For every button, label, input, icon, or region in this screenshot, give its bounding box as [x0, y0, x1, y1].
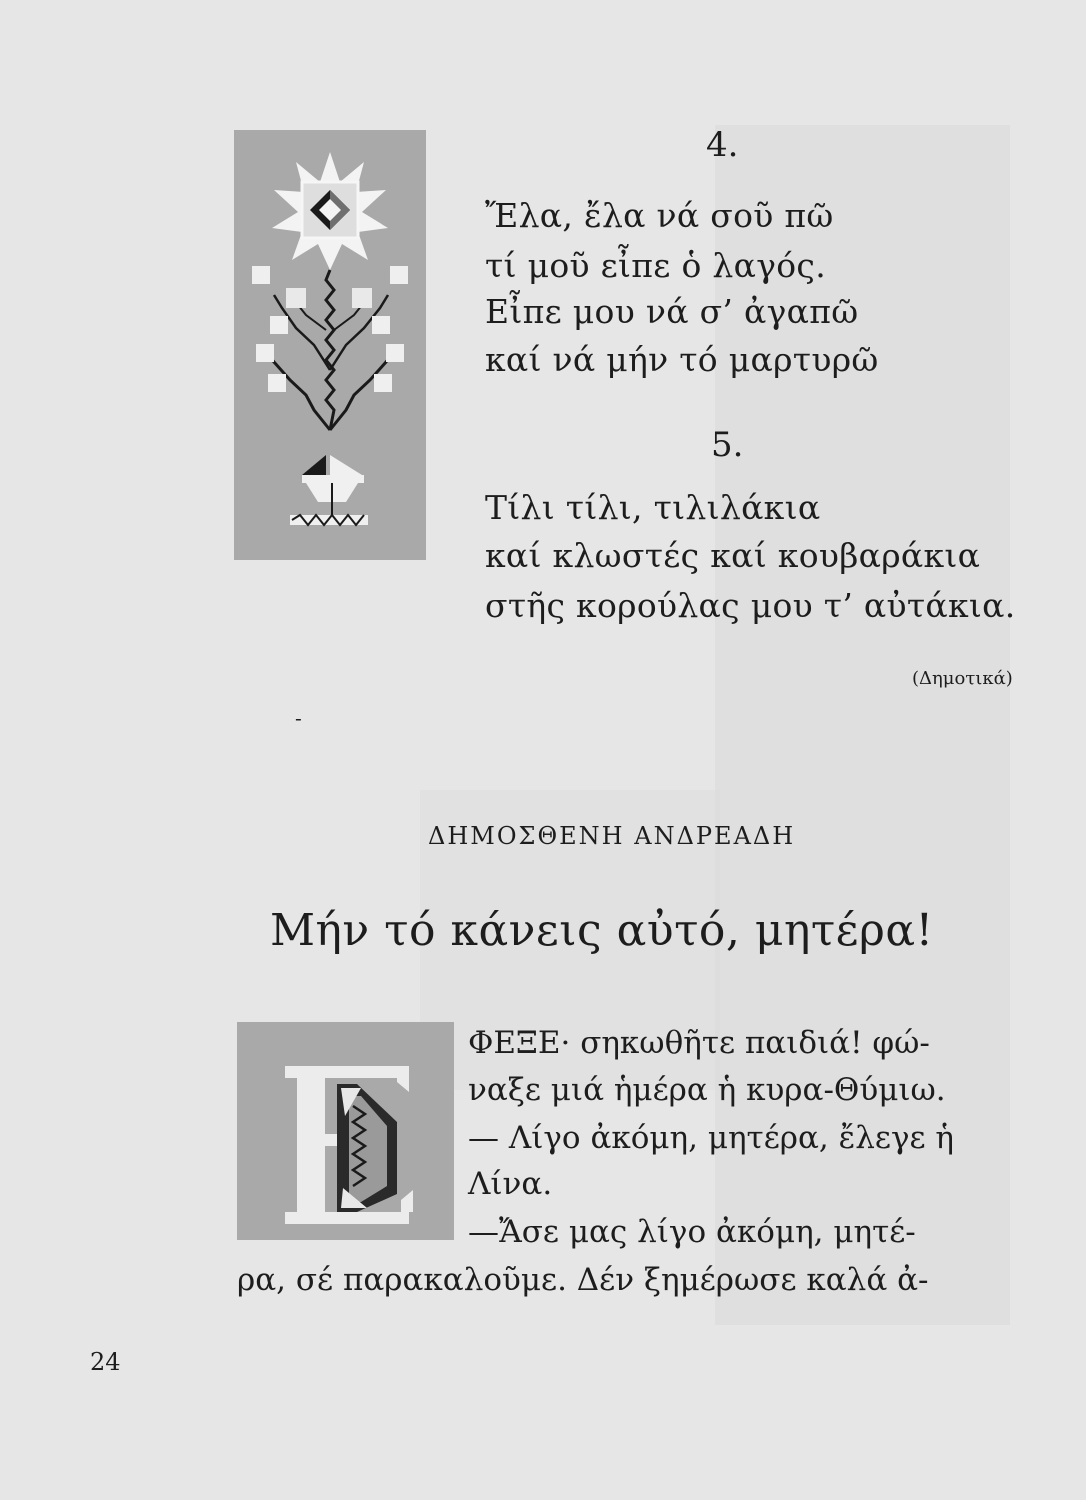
drop-cap-letter: Ε: [237, 1007, 249, 1026]
verse-line: στῆς κορούλας μου τ’ αὐτάκια.: [485, 586, 1016, 625]
verse-line: καί νά μήν τό μαρτυρῶ: [485, 340, 879, 379]
story-line: ΦΕΞΕ· σηκωθῆτε παιδιά! φώ-: [468, 1025, 930, 1061]
stanza-number: 5.: [711, 425, 744, 465]
drop-cap: [237, 1007, 454, 1240]
author-name: ΔΗΜΟΣΘΕΝΗ ΑΝΔΡΕΑΔΗ: [428, 822, 796, 850]
verse-line: Ἔλα, ἔλα νά σοῦ πῶ: [485, 196, 834, 235]
story-line: ναξε μιά ἡμέρα ἡ κυρα-Θύμιω.: [468, 1072, 946, 1108]
verse-line: τί μοῦ εἶπε ὁ λαγός.: [485, 246, 826, 285]
story-line: Λίνα.: [468, 1166, 553, 1202]
verse-line: Τίλι τίλι, τιλιλάκια: [485, 488, 821, 527]
stanza-number: 4.: [706, 125, 739, 165]
verse-line: Εἶπε μου νά σ’ ἀγαπῶ: [485, 292, 859, 331]
story-line: ρα, σέ παρακαλοῦμε. Δέν ξημέρωσε καλά ἀ-: [237, 1262, 929, 1298]
ornamental-letter-icon: [285, 1066, 413, 1224]
separator-mark: -: [295, 706, 302, 730]
page-number: 24: [90, 1348, 121, 1376]
story-title: Μήν τό κάνεις αὐτό, μητέρα!: [270, 905, 934, 956]
poem-source: (Δημοτικά): [912, 668, 1013, 689]
verse-line: καί κλωστές καί κουβαράκια: [485, 536, 981, 575]
story-line: — Λίγο ἀκόμη, μητέρα, ἔλεγε ἡ: [468, 1120, 954, 1156]
embroidered-flower-icon: [234, 130, 426, 560]
story-line: —Ἄσε μας λίγο ἀκόμη, μητέ-: [468, 1214, 916, 1250]
